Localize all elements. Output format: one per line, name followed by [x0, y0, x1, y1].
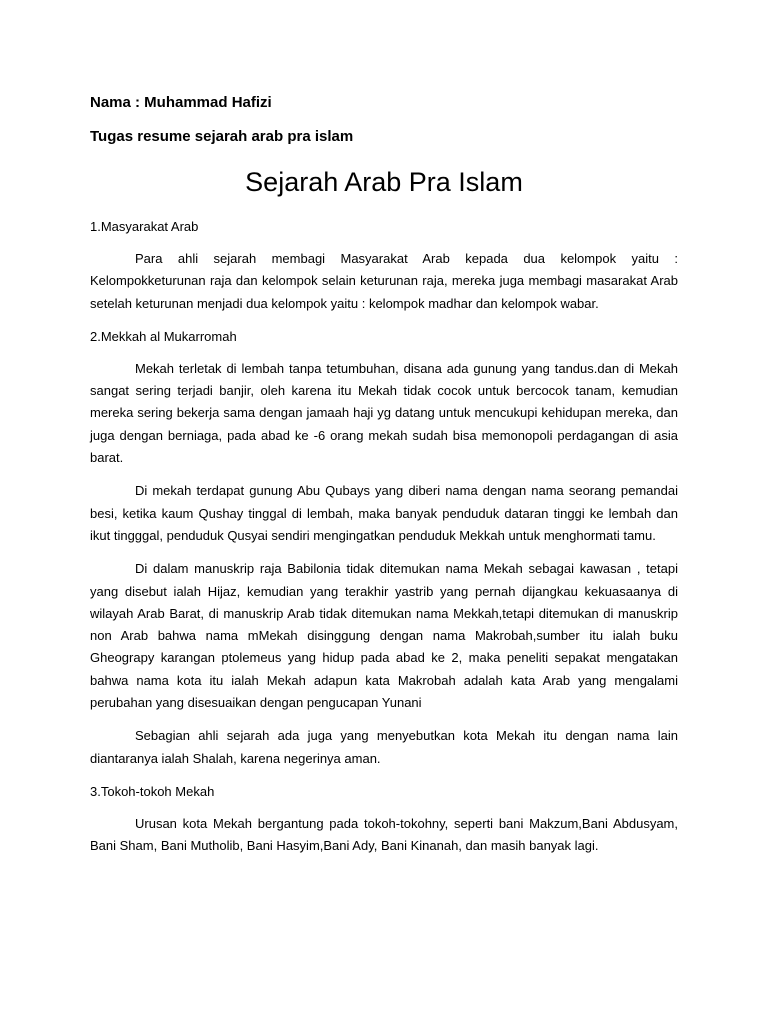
paragraph: Mekah terletak di lembah tanpa tetumbuhan, disana ada gunung yang tandus.dan di Mekah sangat sering terjadi banjir, oleh karena itu Mekah tidak cocok untuk bercocok tanam, kemudian mereka sering bekerja sama dengan jamaah haji yg datang untuk mencukupi kehidupan mereka, dan juga dengan berniaga, pada abad ke -6 orang mekah sudah bisa memonopoli perdagangan di asia barat.: [90, 360, 678, 466]
paragraph: Para ahli sejarah membagi Masyarakat Arab kepada dua kelompok yaitu : Kelompokketurunan raja dan kelompok selain keturunan raja, mereka juga membagi masarakat Arab setelah keturunan menjadi dua kelompok yaitu : kelompok madhar dan kelompok wabar.: [90, 251, 678, 311]
document-title: Sejarah Arab Pra Islam: [245, 167, 523, 197]
section-mekkah-al-mukarromah: [90, 326, 678, 770]
section-heading: 1.Masyarakat Arab: [90, 219, 199, 234]
section-heading: 2.Mekkah al Mukarromah: [90, 328, 237, 344]
section-tokoh-tokoh-mekah: [90, 781, 678, 858]
paragraph: Di dalam manuskrip raja Babilonia tidak ditemukan nama Mekah sebagai kawasan , tetapi yang disebut ialah Hijaz, kemudian yang terakhir yastrib yang pernah dijangkau kekuasaanya di wilayah Arab Barat, di manuskrip Arab tidak ditemukan nama Mekkah,tetapi ditemukan di manuskrip non Arab bahwa nama mMekah disinggung dengan nama Makrobah,sumber itu ialah buku Gheograpy karangan ptolemeus yang hidup pada abad ke 2, maka peneliti sepakat mengatakan bahwa nama kota itu ialah Mekah adapun kata Makrobah adalah kata Arab yang mengalami perubahan yang disesuaikan dengan pengucapan Yunani: [90, 561, 678, 711]
section-heading: 3.Tokoh-tokoh Mekah: [90, 783, 215, 799]
paragraph: Urusan kota Mekah bergantung pada tokoh-tokohny, seperti bani Makzum,Bani Abdusyam, Bani Sham, Bani Mutholib, Bani Hasyim,Bani Ady, Bani Kinanah, dan masih banyak lagi.: [90, 815, 678, 854]
paragraph: Sebagian ahli sejarah ada juga yang menyebutkan kota Mekah itu dengan nama lain diantaranya ialah Shalah, karena negerinya aman.: [90, 728, 678, 766]
document-page: [90, 92, 678, 869]
task-title-line: Tugas resume sejarah arab pra islam: [90, 128, 354, 145]
paragraph: Di mekah terdapat gunung Abu Qubays yang diberi nama dengan nama seorang pemandai besi, ketika kaum Qushay tinggal di lembah, maka banyak penduduk dataran tinggi ke lembah dan ikut tingggal, penduduk Qusyai sendiri mengingatkan penduduk Mekkah untuk menghormati tamu.: [90, 483, 678, 543]
author-name-line: Nama : Muhammad Hafizi: [90, 94, 272, 111]
section-masyarakat-arab: [90, 216, 678, 315]
